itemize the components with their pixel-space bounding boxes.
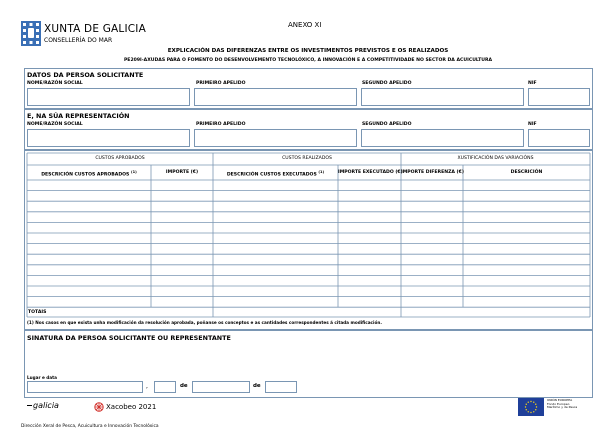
- representative-surname2-label: SEGUNDO APELIDO: [362, 122, 412, 127]
- xunta-logo-text: XUNTA DE GALICIA: [44, 23, 146, 35]
- eu-fund-text: UNIÓN EUROPEA Fondo Europeo Marítimo y de Pesca: [547, 398, 578, 410]
- col-amount-difference-header: IMPORTE DIFERENZA (€): [401, 170, 464, 175]
- representative-heading: E, NA SÚA REPRESENTACIÓN: [27, 112, 130, 120]
- applicant-nif-label: NIF: [528, 81, 537, 86]
- signature-heading: SINATURA DA PERSOA SOLICITANTE OU REPRESENTANTE: [27, 334, 231, 342]
- procedure-subtitle: PE209I-AXUDAS PARA O FOMENTO DO DESENVOLVEMENTO TECNOLÓXICO, A INNOVACIÓN E A COMPETITIVIDADE NO SECTOR DA ACUICULTURA: [123, 58, 493, 63]
- department-name: CONSELLERÍA DO MAR: [44, 37, 113, 44]
- applicant-heading: DATOS DA PERSOA SOLICITANTE: [27, 71, 144, 79]
- totals-label: TOTAIS: [28, 310, 47, 315]
- de-separator-1: de: [180, 383, 188, 389]
- col-amount-executed-header: IMPORTE EXECUTADO (€): [338, 170, 403, 175]
- group-justification-header: XUSTIFICACIÓN DAS VARIACIÓNS: [457, 156, 534, 161]
- day-input[interactable]: [154, 381, 176, 393]
- table-footnote: (1) Nos casos en que exista unha modificación da resolución aprobada, poñanse os conceptos e as cantidades correspondentes á citada modificación.: [27, 320, 382, 325]
- representative-nif-label: NIF: [528, 122, 537, 127]
- group-realized-header: CUSTOS REALIZADOS: [282, 156, 332, 161]
- xacobeo-star-icon: [94, 402, 104, 412]
- xacobeo-logo-text: Xacobeo 2021: [106, 403, 157, 411]
- applicant-surname1-label: PRIMEIRO APELIDO: [196, 81, 246, 86]
- eu-flag-icon: [518, 398, 544, 416]
- group-approved-header: CUSTOS APROBADOS: [95, 156, 145, 161]
- footer-department: Dirección Xeral de Pesca, Acuicultura e Innovación Tecnolóxica: [21, 424, 159, 429]
- col-amount-header: IMPORTE (€): [165, 170, 199, 175]
- col-desc-executed-header: DESCRICIÓN CUSTOS EXECUTADOS $^{(1)}$: [226, 170, 325, 178]
- year-input[interactable]: [265, 381, 297, 393]
- representative-name-label: NOME/RAZÓN SOCIAL: [27, 122, 83, 127]
- representative-surname1-label: PRIMEIRO APELIDO: [196, 122, 246, 127]
- de-separator-2: de: [253, 383, 261, 389]
- col-description-header: DESCRICIÓN: [510, 170, 543, 175]
- annex-label: ANEXO XI: [288, 21, 322, 29]
- applicant-name-label: NOME/RAZÓN SOCIAL: [27, 81, 83, 86]
- col-desc-approved-header: DESCRICIÓN CUSTOS APROBADOS $^{(1)}$: [41, 170, 137, 178]
- galicia-logo: galicia: [27, 401, 59, 410]
- comma-separator: ,: [146, 383, 148, 390]
- applicant-surname2-label: SEGUNDO APELIDO: [362, 81, 412, 86]
- place-date-label: Lugar e data: [27, 375, 57, 380]
- month-input[interactable]: [192, 381, 250, 393]
- document-title: EXPLICACIÓN DAS DIFERENZAS ENTRE OS INVESTIMENTOS PREVISTOS E OS REALIZADOS: [167, 48, 449, 54]
- place-input[interactable]: [27, 381, 143, 393]
